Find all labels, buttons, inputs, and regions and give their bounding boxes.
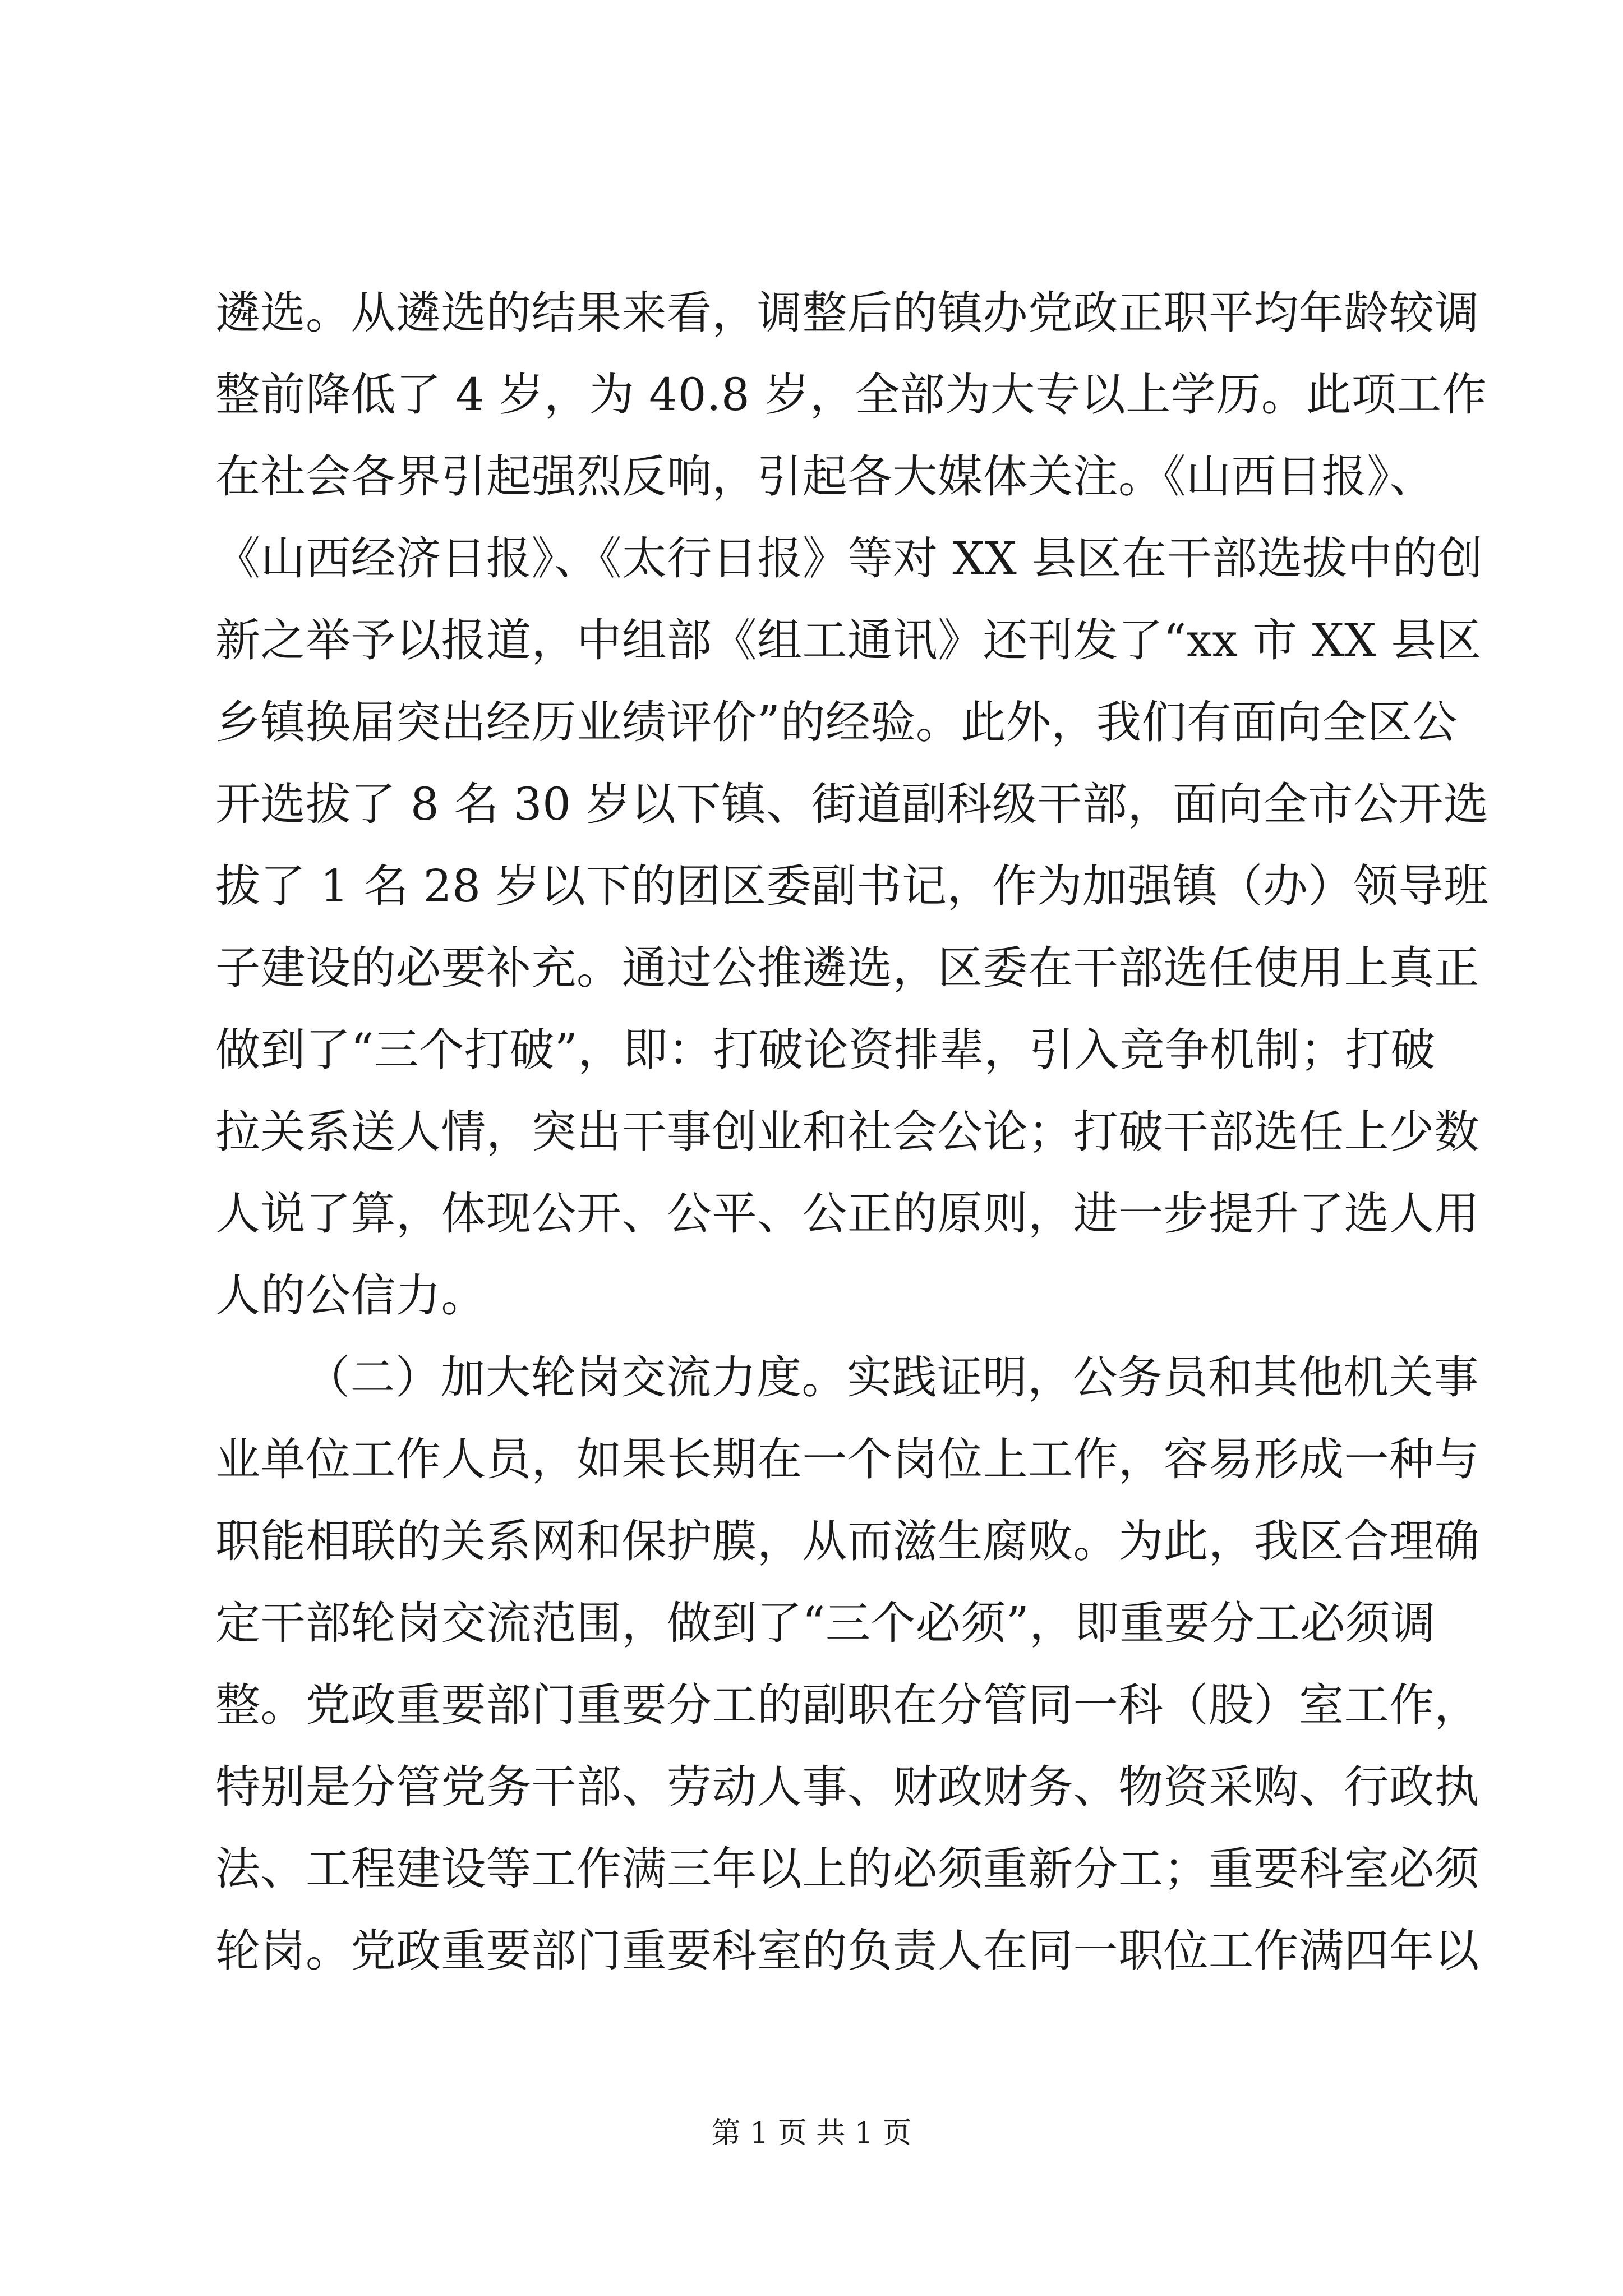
text-line: 职能相联的关系网和保护膜，从而滋生腐败。为此，我区合理确 (215, 1515, 1479, 1567)
text-line: 拔了 1 名 28 岁以下的团区委副书记，作为加强镇（办）领导班 (215, 860, 1489, 912)
text-line: 整前降低了 4 岁，为 40.8 岁，全部为大专以上学历。此项工作 (215, 369, 1487, 421)
text-line: 特别是分管党务干部、劳动人事、财政财务、物资采购、行政执 (215, 1761, 1479, 1813)
text-line: 轮岗。党政重要部门重要科室的负责人在同一职位工作满四年以 (215, 1925, 1479, 1977)
text-line: 定干部轮岗交流范围，做到了“三个必须”，即重要分工必须调 (215, 1597, 1436, 1649)
document-body (215, 272, 1489, 1992)
page-footer (0, 2109, 1623, 2151)
section-heading-line: （二）加大轮岗交流力度。实践证明，公务员和其他机关事 (305, 1351, 1479, 1404)
text-line: 人说了算，体现公开、公平、公正的原则，进一步提升了选人用 (215, 1188, 1479, 1240)
page-number: 第 1 页 共 1 页 (711, 2116, 912, 2150)
text-line: 拉关系送人情，突出干事创业和社会公论；打破干部选任上少数 (215, 1106, 1479, 1158)
text-line: 做到了“三个打破”，即：打破论资排辈，引入竞争机制；打破 (215, 1024, 1436, 1076)
text-line: 新之举予以报道，中组部《组工通讯》还刊发了“xx 市 XX 县区 (215, 614, 1482, 666)
text-line: 在社会各界引起强烈反响，引起各大媒体关注。《山西日报》、 (215, 450, 1435, 503)
text-line: 法、工程建设等工作满三年以上的必须重新分工；重要科室必须 (215, 1843, 1479, 1895)
text-line: 《山西经济日报》、《太行日报》等对 XX 县区在干部选拔中的创 (215, 532, 1483, 585)
text-line: 开选拔了 8 名 30 岁以下镇、街道副科级干部，面向全市公开选 (215, 778, 1489, 830)
text-line: 遴选。从遴选的结果来看，调整后的镇办党政正职平均年龄较调 (215, 287, 1479, 339)
text-line: 乡镇换届突出经历业绩评价”的经验。此外，我们有面向全区公 (215, 696, 1458, 748)
text-line: 业单位工作人员，如果长期在一个岗位上工作，容易形成一种与 (215, 1433, 1479, 1485)
text-line: 整。党政重要部门重要分工的副职在分管同一科（股）室工作， (215, 1679, 1479, 1731)
text-line: 子建设的必要补充。通过公推遴选，区委在干部选任使用上真正 (215, 942, 1479, 994)
text-line: 人的公信力。 (215, 1269, 486, 1322)
